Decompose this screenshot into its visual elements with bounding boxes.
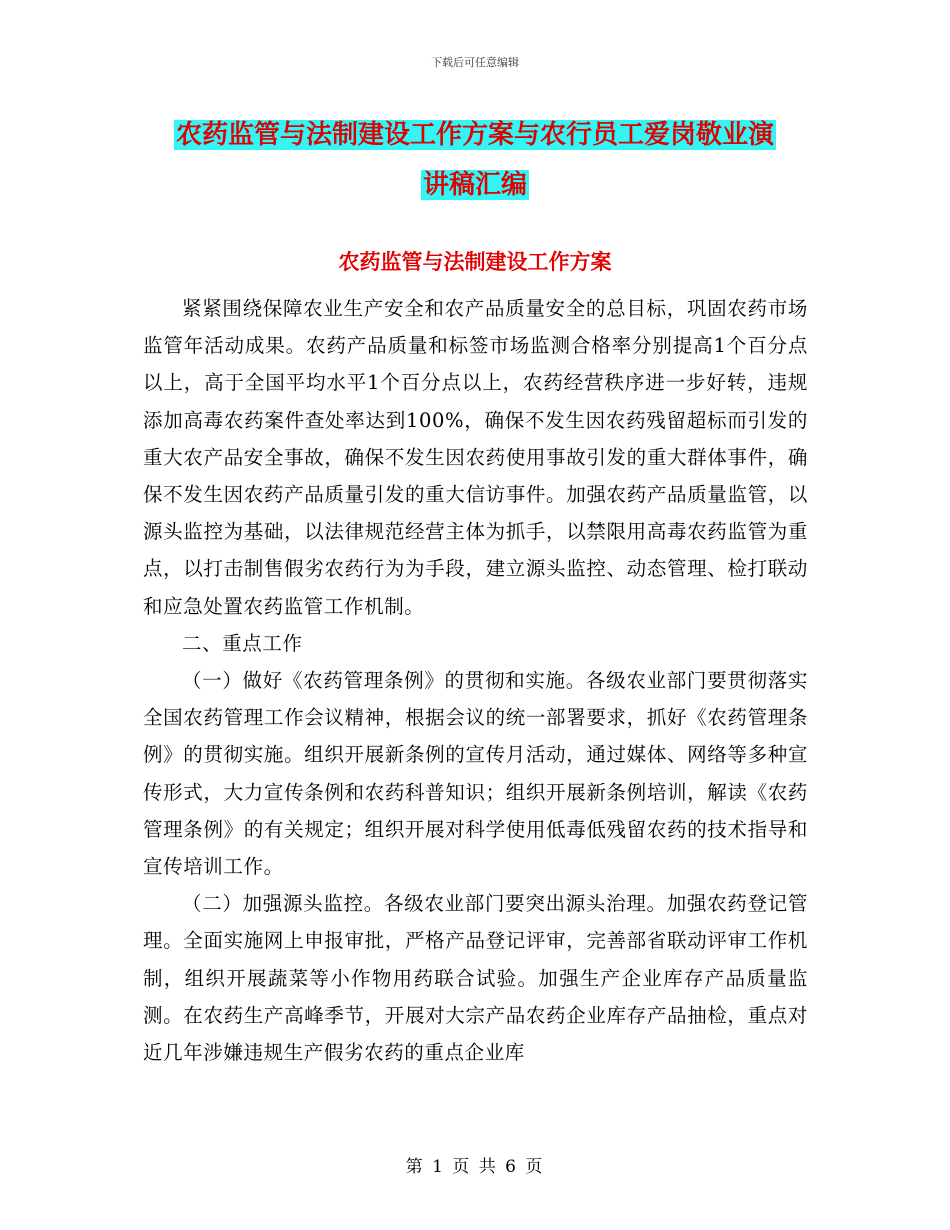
paragraph-item-1: （一）做好《农药管理条例》的贯彻和实施。各级农业部门要贯彻落实全国农药管理工作会议精神，根据会议的统一部署要求，抓好《农药管理条例》的贯彻实施。组织开展新条例的宣传月活动，通过媒体、网络等多种宣传形式，大力宣传条例和农药科普知识；组织开展新条例培训，解读《农药管理条例》的有关规定；组织开展对科学使用低毒低残留农药的技术指导和宣传培训工作。 <box>143 669 808 879</box>
document-title-line-1: 农药监管与法制建设工作方案与农行员工爱岗敬业演 <box>175 120 774 150</box>
header-note: 下载后可任意编辑 <box>431 56 519 69</box>
body-text <box>143 290 808 1071</box>
document-title <box>0 110 950 210</box>
section-title: 农药监管与法制建设工作方案 <box>338 249 612 274</box>
document-title-line-2: 讲稿汇编 <box>422 170 527 200</box>
paragraph-heading-key-work: 二、重点工作 <box>182 631 303 655</box>
page-footer: 第 1 页 共 6 页 <box>405 1157 545 1177</box>
paragraph-intro: 紧紧围绕保障农业生产安全和农产品质量安全的总目标，巩固农药市场监管年活动成果。农药产品质量和标签市场监测合格率分别提高1个百分点以上，高于全国平均水平1个百分点以上，农药经营秩序进一步好转，违规添加高毒农药案件查处率达到100%，确保不发生因农药残留超标而引发的重大农产品安全事故，确保不发生因农药使用事故引发的重大群体事件，确保不发生因农药产品质量引发的重大信访事件。加强农药产品质量监管，以源头监控为基础，以法律规范经营主体为抓手，以禁限用高毒农药监管为重点，以打击制售假劣农药行为为手段，建立源头监控、动态管理、检打联动和应急处置农药监管工作机制。 <box>143 297 808 618</box>
paragraph-item-2: （二）加强源头监控。各级农业部门要突出源头治理。加强农药登记管理。全面实施网上申报审批，严格产品登记评审，完善部省联动评审工作机制，组织开展蔬菜等小作物用药联合试验。加强生产企业库存产品质量监测。在农药生产高峰季节，开展对大宗产品农药企业库存产品抽检，重点对近几年涉嫌违规生产假劣农药的重点企业库 <box>143 892 808 1065</box>
